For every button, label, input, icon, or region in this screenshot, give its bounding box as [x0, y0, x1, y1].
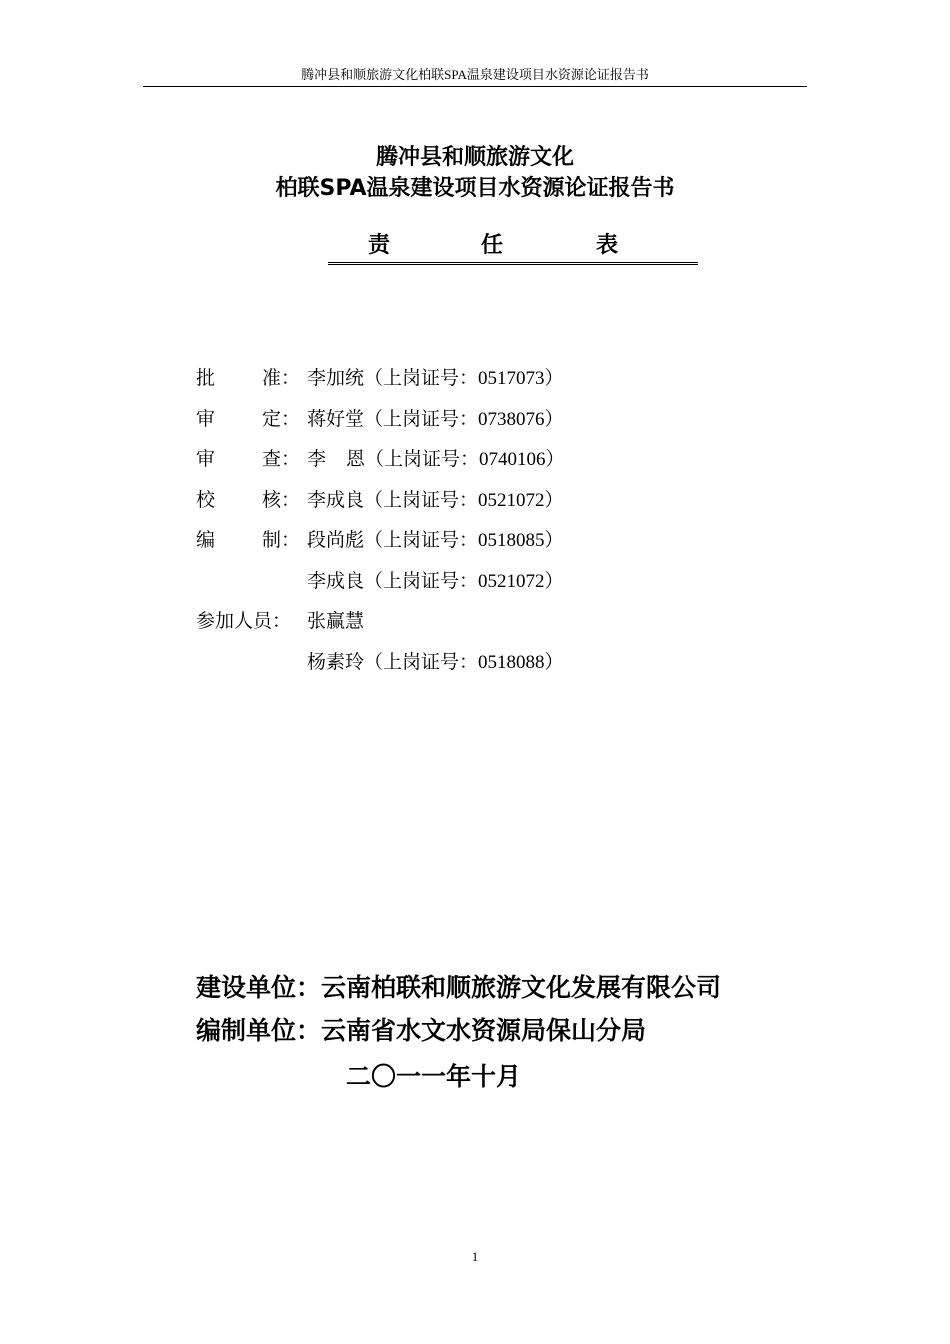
staff-entry [307, 605, 364, 637]
staff-list [196, 362, 816, 686]
responsibility-table-heading [328, 230, 698, 265]
staff-row-proofread: 校 核： 李成良（上岗证号：0521072） [196, 484, 816, 525]
document-title-line2: 柏联SPA温泉建设项目水资源论证报告书 [275, 176, 675, 201]
role-label: 参加人员： [196, 610, 292, 632]
staff-name: 李成良 [307, 488, 365, 511]
compiling-unit: 编制单位：云南省水文水资源局保山分局 [196, 1016, 647, 1045]
heading-char-3: 表 [596, 233, 619, 258]
staff-entry: 李加统（上岗证号：0517073） [307, 362, 564, 395]
staff-entry: 李恩（上岗证号：0740106） [307, 443, 565, 476]
staff-name: 李成良 [307, 569, 365, 592]
staff-entry: 李成良（上岗证号：0521072） [307, 484, 564, 517]
construction-unit: 建设单位：云南柏联和顺旅游文化发展有限公司 [196, 973, 722, 1002]
certificate-number: 0521072 [478, 489, 545, 511]
certificate-number: 0521072 [478, 570, 545, 592]
running-header [143, 66, 807, 87]
staff-name: 李加统 [307, 367, 365, 389]
staff-row-participants [196, 605, 816, 646]
report-date: 二〇一一年十月 [346, 1062, 522, 1091]
certificate-number: 0740106 [478, 449, 546, 470]
running-header-title: 腾冲县和顺旅游文化柏联SPA温泉建设项目水资源论证报告书 [301, 67, 649, 82]
certificate-number: 0738076 [478, 408, 545, 430]
staff-name: 段尚彪 [307, 529, 365, 551]
page-number: 1 [471, 1249, 479, 1264]
heading-char-1: 责 [368, 233, 391, 258]
staff-row-participants-2 [196, 646, 816, 687]
certificate-number: 0518085 [478, 530, 545, 551]
staff-name: 杨素玲 [307, 650, 365, 673]
heading-char-2: 任 [481, 233, 504, 258]
staff-entry: 段尚彪（上岗证号：0518085） [307, 524, 564, 557]
staff-name: 李恩 [307, 448, 385, 470]
staff-name: 张赢慧 [307, 610, 365, 632]
staff-row-compile: 编 制： 段尚彪（上岗证号：0518085） [196, 524, 816, 565]
staff-row-determine: 审 定： 蒋好堂（上岗证号：0738076） [196, 403, 816, 444]
staff-row-compile-2 [196, 565, 816, 606]
staff-row-review: 审 查： 李恩（上岗证号：0740106） [196, 443, 816, 484]
staff-row-approve: 批 准： 李加统（上岗证号：0517073） [196, 362, 816, 403]
certificate-number: 0518088 [478, 651, 545, 673]
staff-entry: 蒋好堂（上岗证号：0738076） [307, 403, 564, 436]
staff-entry: 杨素玲（上岗证号：0518088） [307, 646, 564, 679]
document-title-line1: 腾冲县和顺旅游文化 [375, 145, 574, 170]
staff-entry: 李成良（上岗证号：0521072） [307, 565, 564, 598]
certificate-number: 0517073 [478, 368, 545, 389]
staff-name: 蒋好堂 [307, 407, 365, 430]
